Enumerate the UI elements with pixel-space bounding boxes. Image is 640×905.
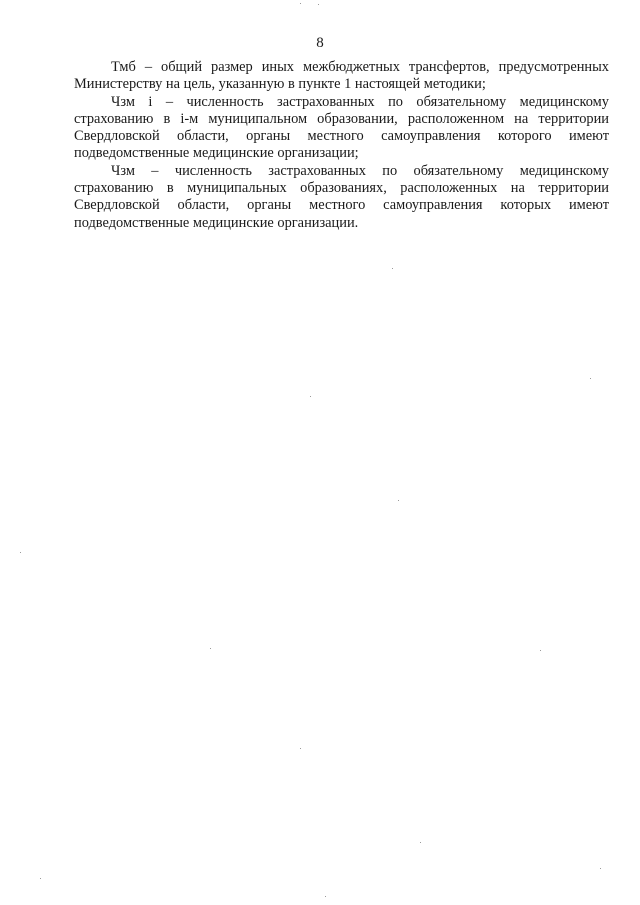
paragraph-chzm-i-definition: Чзм i – численность застрахованных по обязательному медицинскому страхованию в i-м муниципальном образовании, расположенном на территории Свердловской области, органы местного самоуправления которого имеют подведомственные медицинские организации; [74,93,609,162]
scan-speck [590,378,591,379]
scan-speck [300,3,301,4]
scan-speck [318,4,319,5]
paragraph-chzm-definition: Чзм – численность застрахованных по обязательному медицинскому страхованию в муниципальных образованиях, расположенных на территории Свердловской области, органы местного самоуправления которых имеют подведомственные медицинские организации. [74,162,609,231]
scan-speck [300,748,301,749]
scan-speck [420,842,421,843]
scan-speck [540,650,541,651]
scan-speck [310,396,311,397]
scan-speck [325,896,326,897]
page-number: 8 [316,35,324,51]
scan-speck [210,648,211,649]
scan-speck [398,500,399,501]
scan-speck [20,552,21,553]
paragraph-tmb-definition: Тмб – общий размер иных межбюджетных трансфертов, предусмотренных Министерству на цель, указанную в пункте 1 настоящей методики; [74,59,609,93]
scan-speck [600,868,601,869]
scan-speck [392,268,393,269]
scan-speck [40,878,41,879]
body-text [74,59,609,232]
